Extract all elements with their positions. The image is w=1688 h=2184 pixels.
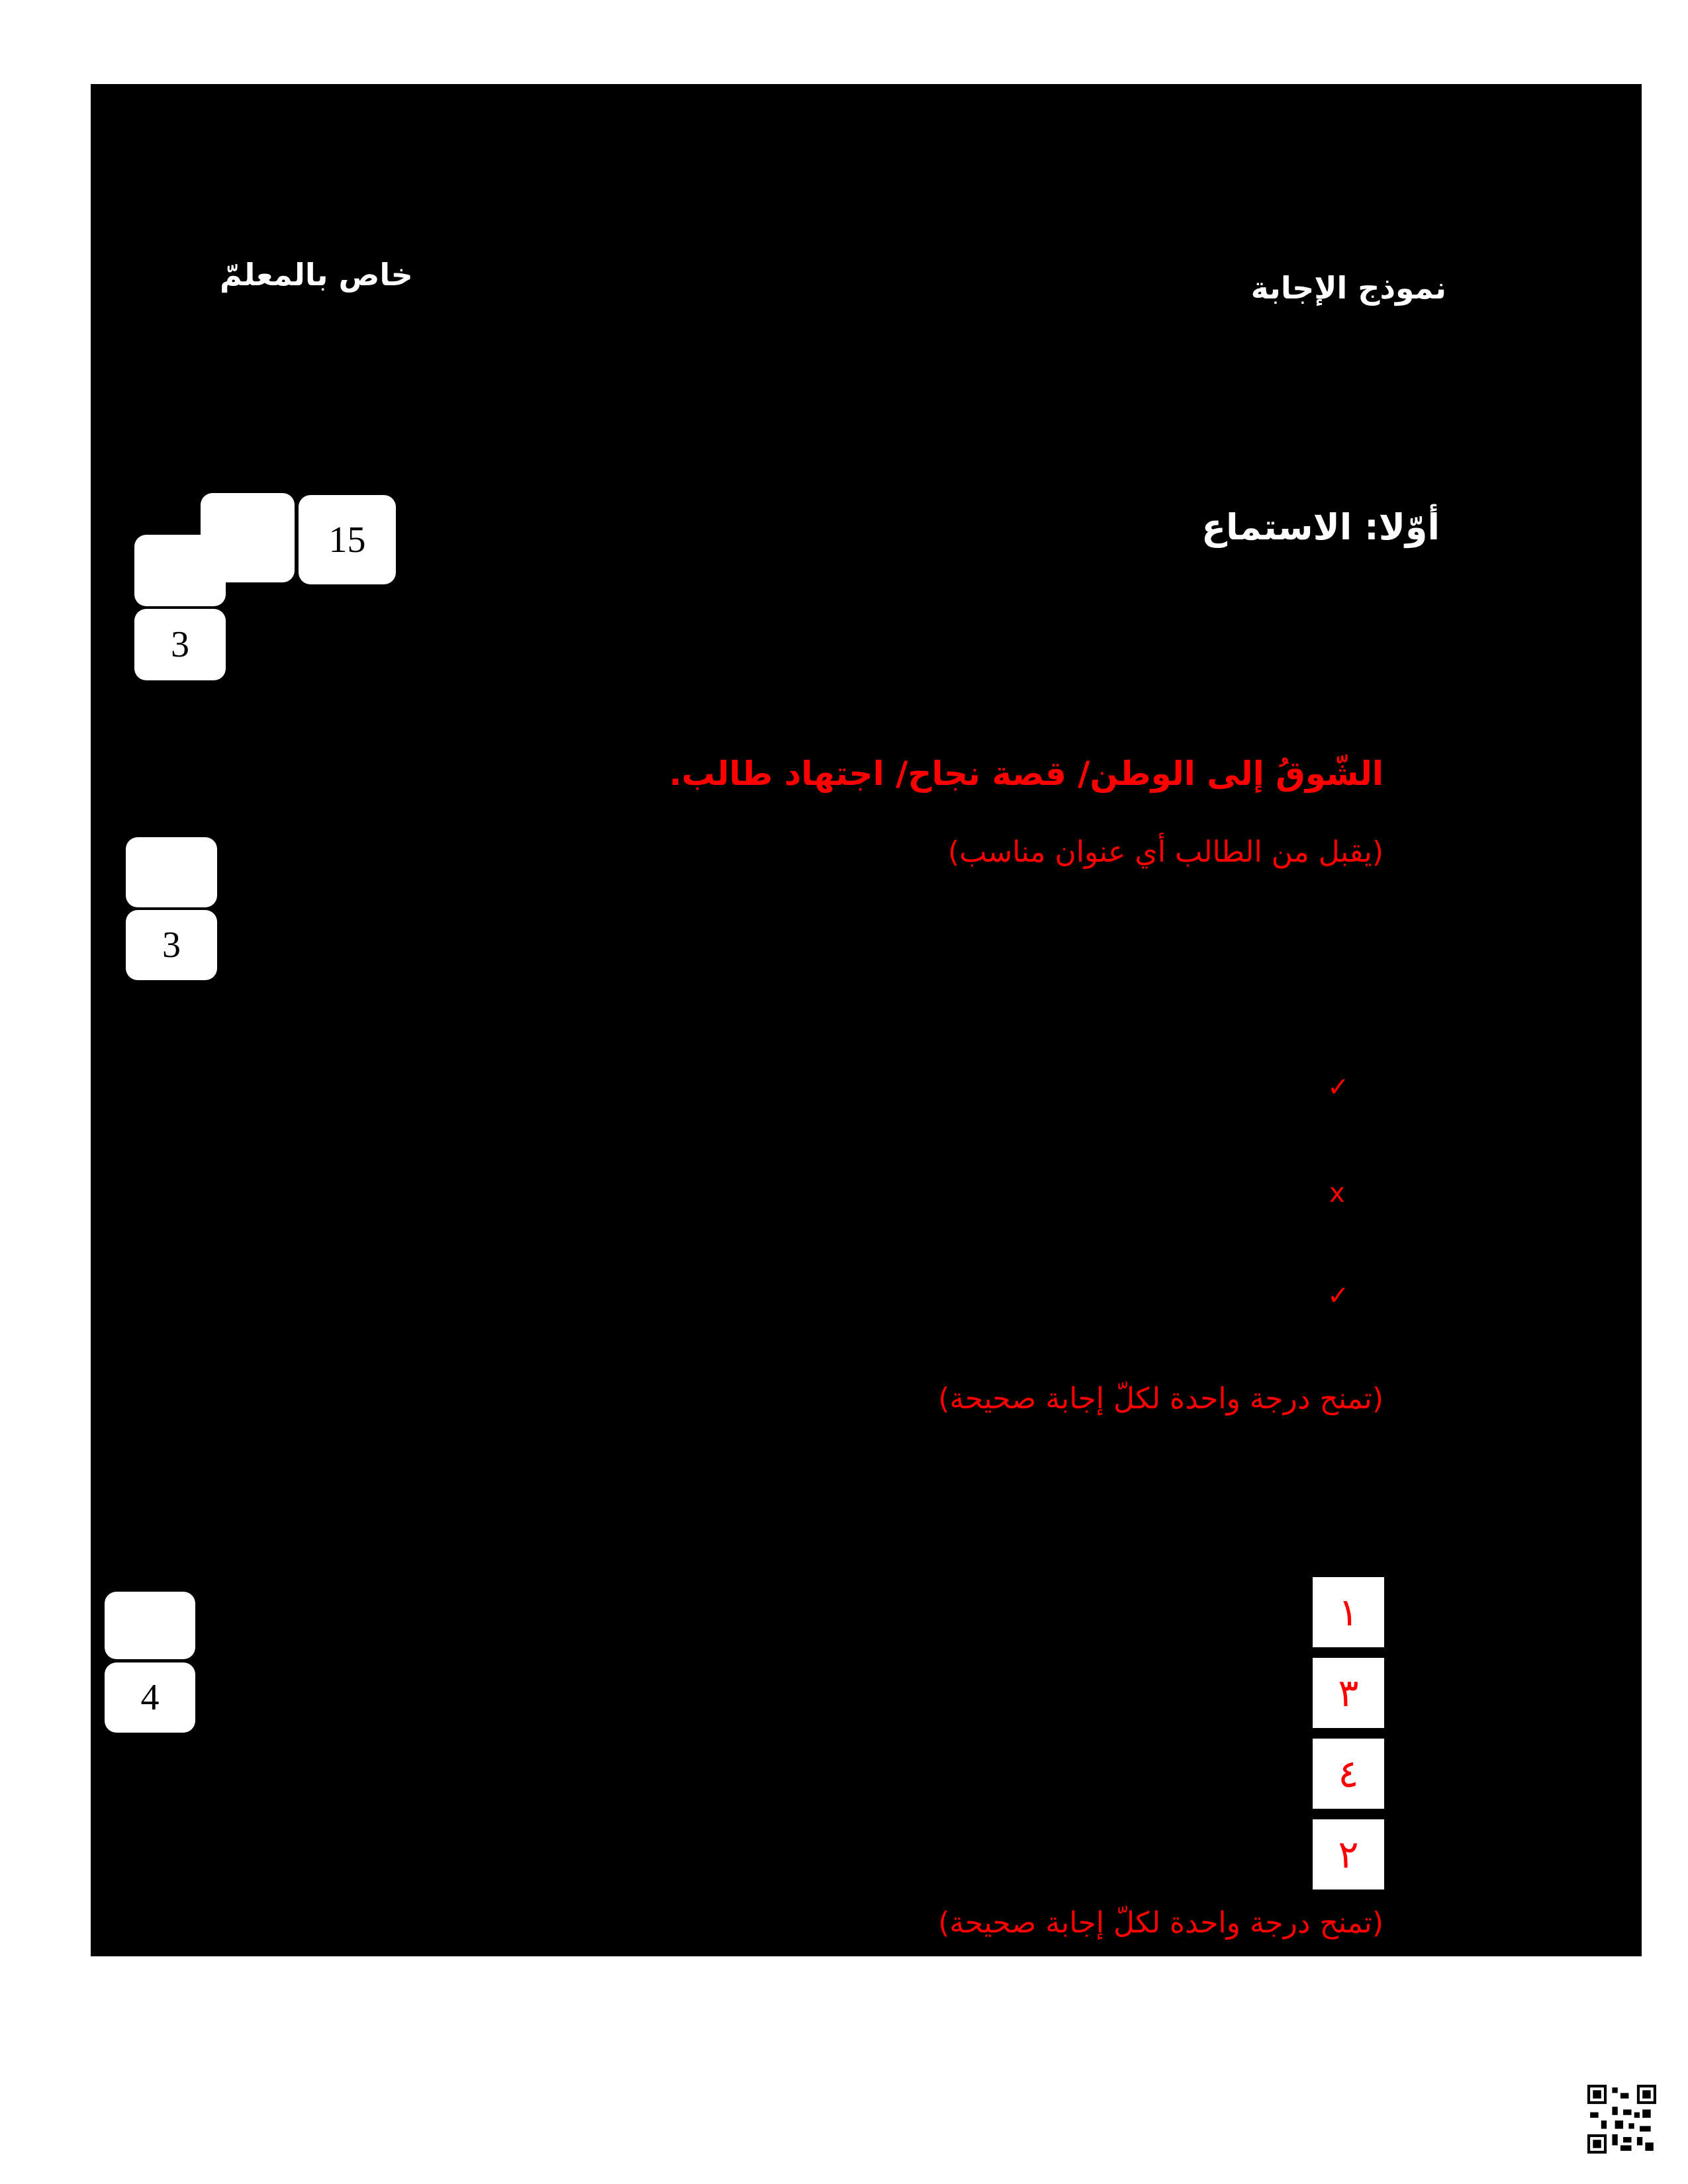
check-mark-icon: ✓	[1327, 1281, 1350, 1311]
teacher-only-label: خاص بالمعلمّ	[220, 257, 413, 293]
order-answer-box: ١	[1313, 1577, 1384, 1647]
score-box-blank-3	[105, 1592, 195, 1659]
true-false-note: (تمنح درجة واحدة لكلّ إجابة صحيحة)	[938, 1382, 1383, 1416]
model-answer-title: نموذج الإجابة	[1250, 270, 1446, 306]
title-answer-note: (يقبل من الطالب أي عنوان مناسب)	[948, 835, 1383, 869]
score-box-blank-2	[126, 837, 217, 907]
check-mark-icon: ✓	[1327, 1072, 1350, 1103]
title-answer: الشّوقُ إلى الوطن/ قصة نجاح/ اجتهاد طالب.	[669, 754, 1383, 793]
section-heading-listening: أوّلا: الاستماع	[1201, 506, 1440, 548]
order-answer-box: ٣	[1313, 1658, 1384, 1728]
order-answer-box: ٤	[1313, 1739, 1384, 1809]
ordering-score-box: 4	[105, 1662, 195, 1733]
answer-sheet-panel	[91, 84, 1642, 1956]
order-answer-box: ٢	[1313, 1819, 1384, 1889]
cross-mark-icon: x	[1329, 1178, 1345, 1208]
qr-code-icon	[1587, 2085, 1656, 2154]
question-score-box: 3	[134, 609, 226, 680]
question2-score-box: 3	[126, 910, 217, 980]
score-box-blank	[134, 535, 226, 606]
total-score-box: 15	[299, 495, 396, 584]
ordering-note: (تمنح درجة واحدة لكلّ إجابة صحيحة)	[938, 1906, 1383, 1940]
